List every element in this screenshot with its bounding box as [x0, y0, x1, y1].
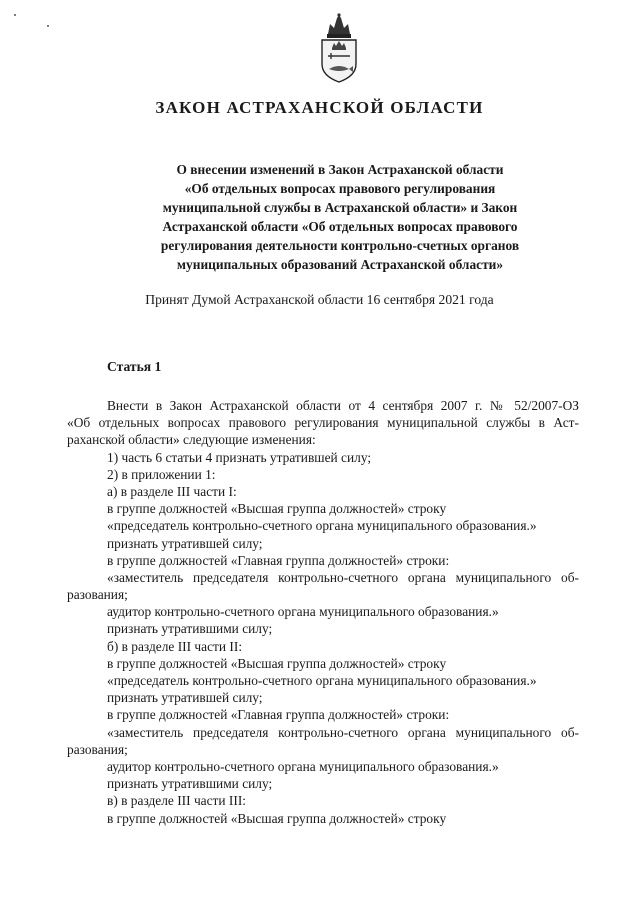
article-line: аудитор контрольно-счетного органа муниципального образования.» [107, 604, 499, 620]
article-line: 2) в приложении 1: [107, 466, 216, 482]
article-line: разования; [67, 741, 128, 757]
article-body [67, 397, 579, 827]
subtitle-line: Астраханской области «Об отдельных вопросах правового [162, 219, 518, 234]
article-line: а) в разделе III части I: [107, 483, 237, 499]
article-line: «заместитель председателя контрольно-счетного органа муниципального об- [107, 569, 579, 585]
document-title: ЗАКОН АСТРАХАНСКОЙ ОБЛАСТИ [155, 98, 484, 117]
subtitle-line: «Об отдельных вопросах правового регулирования [184, 181, 496, 196]
scan-speck [47, 25, 49, 27]
article-line: признать утратившими силу; [107, 621, 273, 637]
subtitle-line: регулирования деятельности контрольно-счетных органов [160, 238, 520, 253]
article-line: в группе должностей «Главная группа должностей» строки: [107, 552, 450, 568]
scan-speck [14, 14, 16, 16]
article-line: «Об отдельных вопросах правового регулирования муниципальной службы в Аст- [67, 415, 579, 431]
law-subtitle [100, 160, 580, 274]
article-line: признать утратившей силу; [107, 690, 263, 706]
article-line: 1) часть 6 статьи 4 признать утратившей силу; [107, 449, 372, 465]
article-line: б) в разделе III части II: [107, 638, 243, 654]
article-line: признать утратившими силу; [107, 776, 273, 792]
subtitle-line: муниципальной службы в Астраханской области» и Закон [162, 200, 518, 215]
article-line: раханской области» следующие изменения: [67, 432, 316, 448]
article-line: признать утратившей силу; [107, 535, 263, 551]
article-line: Внести в Закон Астраханской области от 4 сентября 2007 г. № 52/2007-ОЗ [107, 398, 579, 413]
astrakhan-coat-of-arms-icon [316, 12, 362, 84]
article-line: в группе должностей «Высшая группа должностей» строку [107, 810, 447, 826]
article-line: «председатель контрольно-счетного органа муниципального образования.» [107, 518, 537, 534]
subtitle-line: О внесении изменений в Закон Астраханской области [176, 162, 504, 177]
article-line: «заместитель председателя контрольно-счетного органа муниципального об- [107, 724, 579, 740]
article-line: «председатель контрольно-счетного органа муниципального образования.» [107, 673, 537, 688]
article-line: в группе должностей «Высшая группа должностей» строку [107, 655, 447, 671]
article-line: в) в разделе III части III: [107, 793, 247, 809]
article-heading: Статья 1 [107, 359, 162, 374]
adoption-statement: Принят Думой Астраханской области 16 сентября 2021 года [145, 292, 494, 307]
article-line: аудитор контрольно-счетного органа муниципального образования.» [107, 758, 499, 774]
article-line: разования; [67, 587, 128, 603]
subtitle-line: муниципальных образований Астраханской области» [176, 257, 504, 272]
article-line: в группе должностей «Главная группа должностей» строки: [107, 707, 450, 723]
article-line: в группе должностей «Высшая группа должностей» строку [107, 501, 447, 517]
